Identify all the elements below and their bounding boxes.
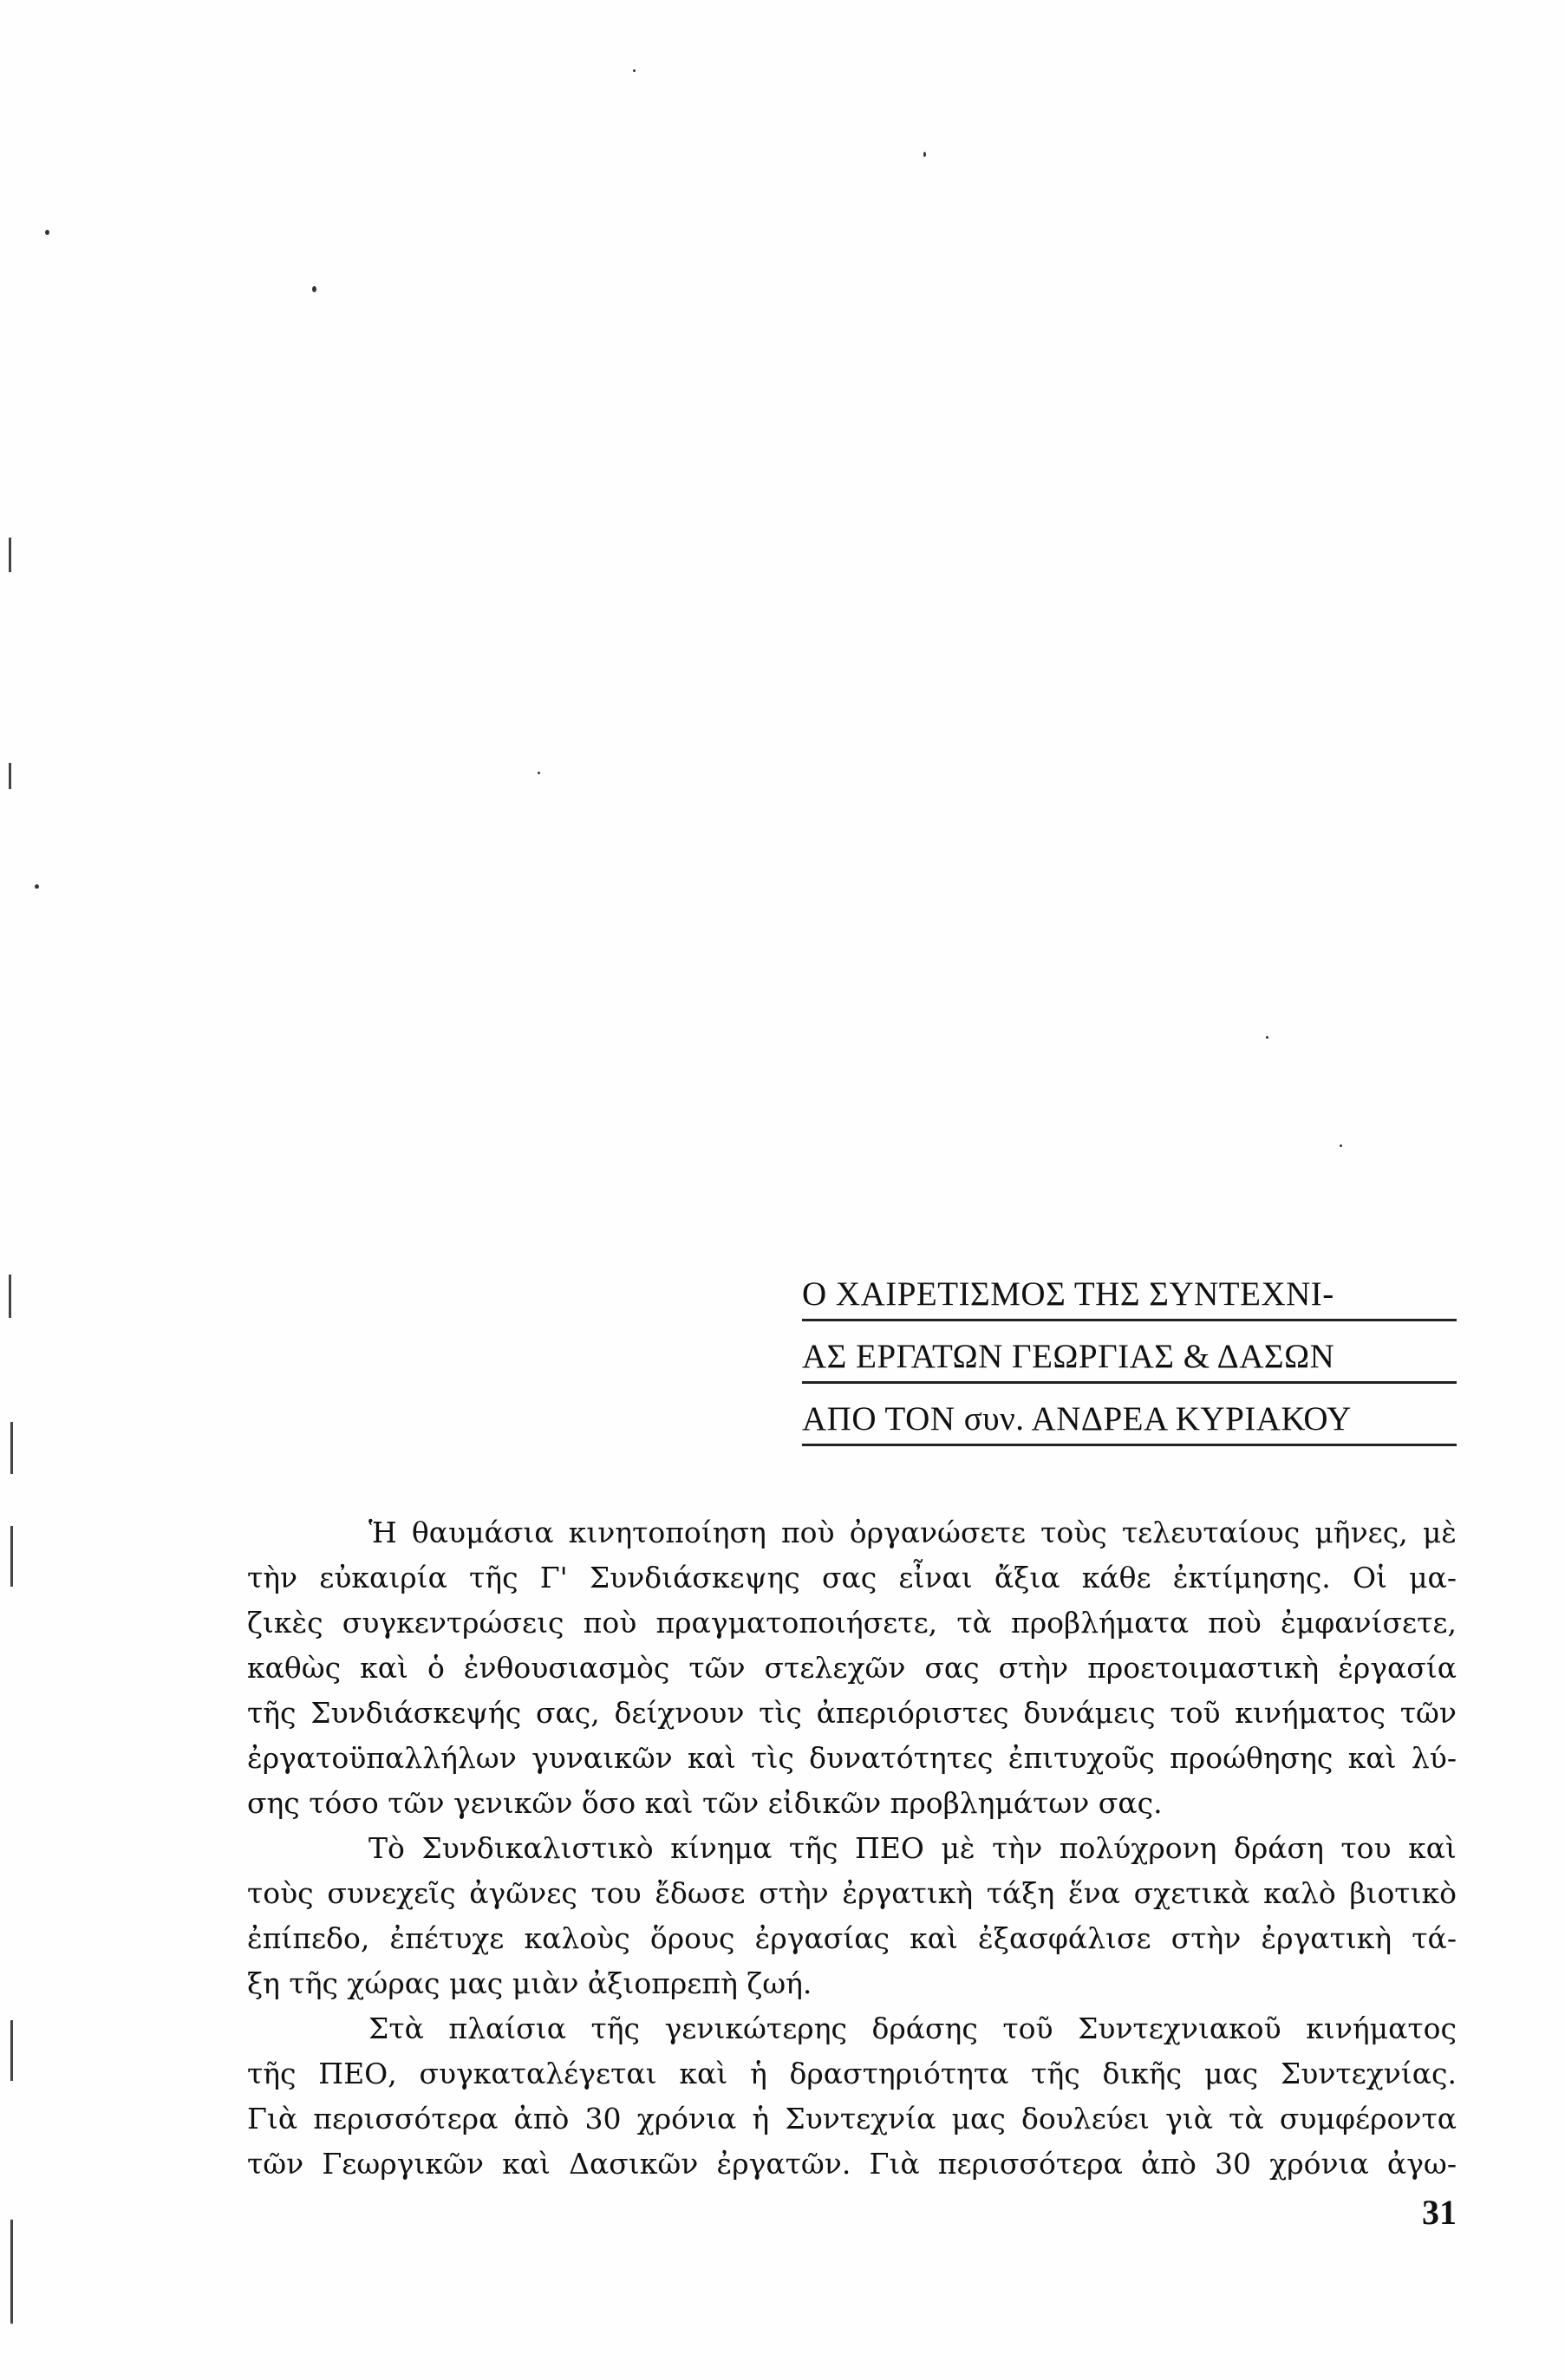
edge-mark	[9, 538, 11, 572]
text-line: τοὺς συνεχεῖς ἀγῶνες του ἔδωσε στὴν ἐργατικὴ τάξη ἕνα σχετικὰ καλὸ βιοτικὸ	[247, 1876, 1457, 1910]
scan-speck	[45, 230, 49, 235]
text-line: τῆς ΠΕΟ, συγκαταλέγεται καὶ ἡ δραστηριότητα τῆς δικῆς μας Συντεχνίας.	[247, 2057, 1457, 2090]
text-line: ἐπίπεδο, ἐπέτυχε καλοὺς ὅρους ἐργασίας καὶ ἐξασφάλισε στὴν ἐργατικὴ τά-	[247, 1921, 1457, 1955]
text-line: ξη τῆς χώρας μας μιὰν ἀξιοπρεπὴ ζωή.	[247, 1966, 812, 2000]
paragraph	[247, 1510, 1457, 1826]
scan-speck	[1340, 1144, 1342, 1147]
article-title	[802, 1268, 1457, 1446]
edge-mark	[10, 1526, 13, 1587]
page-number: 31	[1422, 2193, 1457, 2232]
title-line: Ο ΧΑΙΡΕΤΙΣΜΟΣ ΤΗΣ ΣΥΝΤΕΧΝΙ-	[802, 1268, 1457, 1321]
text-line: καθὼς καὶ ὁ ἐνθουσιασμὸς τῶν στελεχῶν σας στὴν προετοιμαστικὴ ἐργασία	[247, 1651, 1457, 1685]
text-line: τῶν Γεωργικῶν καὶ Δασικῶν ἐργατῶν. Γιὰ περισσότερα ἀπὸ 30 χρόνια ἀγω-	[247, 2147, 1457, 2181]
text-line: τὴν εὐκαιρία τῆς Γ' Συνδιάσκεψης σας εἶναι ἄξια κάθε ἐκτίμησης. Οἱ μα-	[247, 1561, 1457, 1594]
title-line: ΑΠΟ ΤΟΝ συν. ΑΝΔΡΕΑ ΚΥΡΙΑΚΟΥ	[802, 1392, 1457, 1446]
edge-mark	[10, 2020, 13, 2081]
text-line: ἐργατοϋπαλλήλων γυναικῶν καὶ τὶς δυνατότητες ἐπιτυχοῦς προώθησης καὶ λύ-	[247, 1741, 1457, 1775]
text-line: Τὸ Συνδικαλιστικὸ κίνημα τῆς ΠΕΟ μὲ τὴν πολύχρονη δράση του καὶ	[368, 1831, 1457, 1865]
scan-speck	[35, 884, 39, 889]
text-line: τῆς Συνδιάσκεψής σας, δείχνουν τὶς ἀπεριόριστες δυνάμεις τοῦ κινήματος τῶν	[247, 1696, 1457, 1730]
edge-mark	[10, 1422, 13, 1474]
scan-speck	[312, 286, 316, 292]
article-body	[247, 1510, 1457, 2187]
text-line: ζικὲς συγκεντρώσεις ποὺ πραγματοποιήσετε, τὰ προβλήματα ποὺ ἐμφανίσετε,	[247, 1606, 1457, 1640]
paragraph	[247, 2006, 1457, 2187]
paragraph	[247, 1826, 1457, 2006]
edge-mark	[9, 1275, 11, 1318]
scan-speck	[923, 152, 926, 157]
edge-mark	[9, 763, 11, 789]
title-line: ΑΣ ΕΡΓΑΤΩΝ ΓΕΩΡΓΙΑΣ & ΔΑΣΩΝ	[802, 1330, 1457, 1384]
text-line: Γιὰ περισσότερα ἀπὸ 30 χρόνια ἡ Συντεχνία μας δουλεύει γιὰ τὰ συμφέροντα	[247, 2102, 1457, 2135]
edge-mark	[10, 2220, 13, 2324]
scan-speck	[1266, 1036, 1268, 1039]
scan-speck	[633, 69, 636, 72]
text-line: Ἡ θαυμάσια κινητοποίηση ποὺ ὀργανώσετε τοὺς τελευταίους μῆνες, μὲ	[368, 1516, 1457, 1549]
text-line: Στὰ πλαίσια τῆς γενικώτερης δράσης τοῦ Συντεχνιακοῦ κινήματος	[368, 2012, 1457, 2045]
scan-speck	[538, 772, 540, 774]
text-line: σης τόσο τῶν γενικῶν ὅσο καὶ τῶν εἰδικῶν προβλημάτων σας.	[247, 1786, 1163, 1820]
